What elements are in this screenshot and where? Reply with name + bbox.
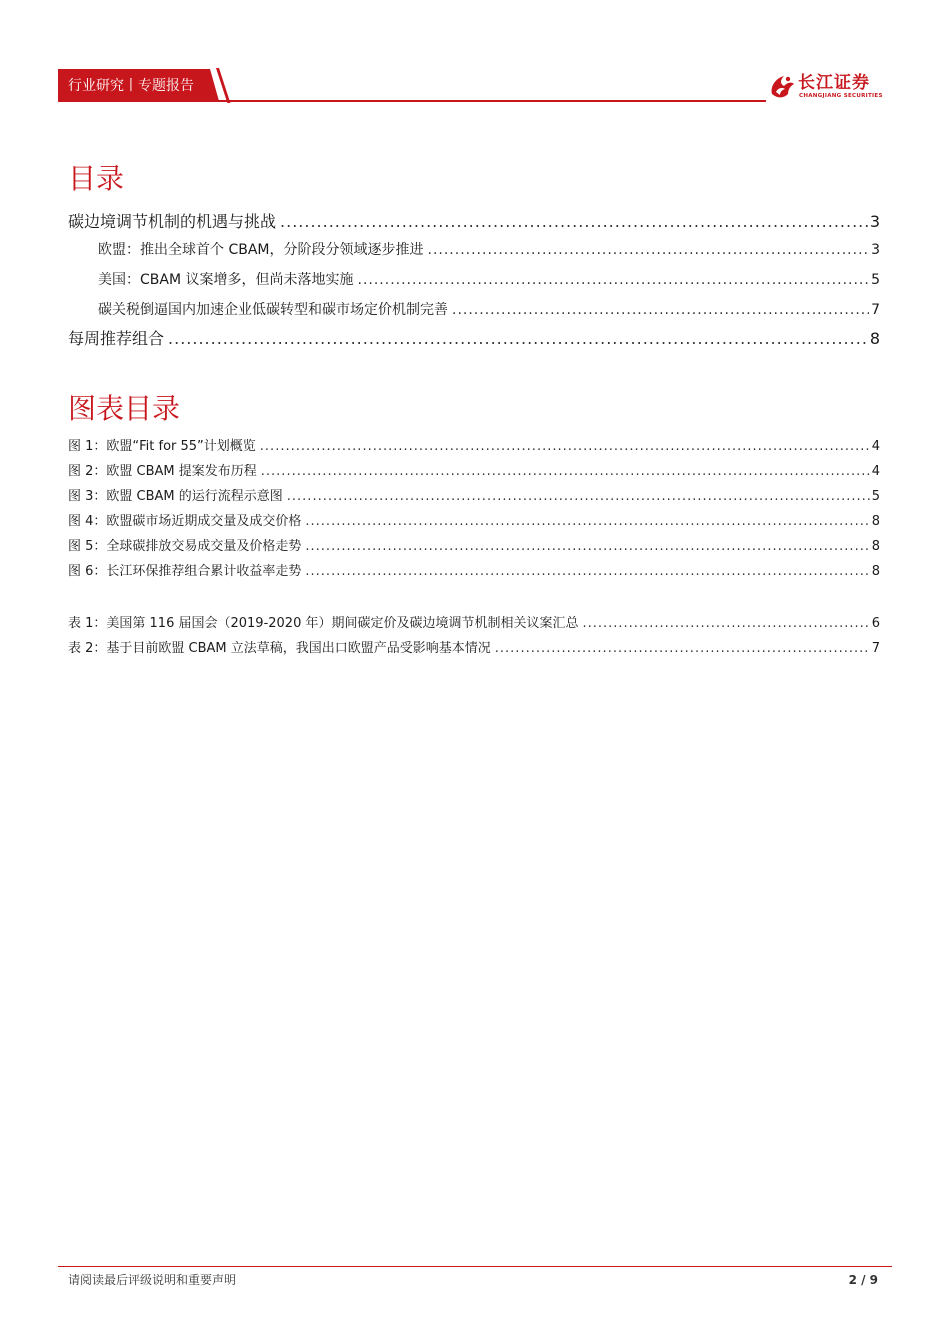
figure-entry[interactable] xyxy=(68,463,880,481)
table-entry-page: 6 xyxy=(871,616,880,631)
figure-entry[interactable] xyxy=(68,488,880,506)
header-divider-slant xyxy=(216,68,230,103)
toc-title: 目录 xyxy=(68,162,125,195)
toc-entry[interactable] xyxy=(68,211,880,233)
toc-entry-label: 美国：CBAM 议案增多，但尚未落地实施 xyxy=(98,272,354,288)
table-entry-page: 7 xyxy=(871,641,880,656)
figure-entry-label: 图 5：全球碳排放交易成交量及价格走势 xyxy=(68,539,302,554)
table-entry-label: 表 1：美国第 116 届国会（2019-2020 年）期间碳定价及碳边境调节机制相关议案汇总 xyxy=(68,616,579,631)
figure-entry-page: 4 xyxy=(871,464,880,479)
leader-dots xyxy=(305,513,869,531)
leader-dots xyxy=(305,563,869,581)
footer-disclaimer: 请阅读最后评级说明和重要声明 xyxy=(68,1273,237,1287)
figure-entry-label: 图 4：欧盟碳市场近期成交量及成交价格 xyxy=(68,514,302,529)
toc-entry-page: 3 xyxy=(869,212,880,231)
figure-entry-label: 图 3：欧盟 CBAM 的运行流程示意图 xyxy=(68,489,283,504)
figure-entry-page: 5 xyxy=(871,489,880,504)
toc-entry-label: 碳边境调节机制的机遇与挑战 xyxy=(68,212,277,231)
table-entry[interactable] xyxy=(68,640,880,658)
figure-entry[interactable] xyxy=(68,563,880,581)
toc-entry-label: 碳关税倒逼国内加速企业低碳转型和碳市场定价机制完善 xyxy=(98,302,448,318)
figure-entry[interactable] xyxy=(68,513,880,531)
toc-entry-page: 7 xyxy=(871,302,880,318)
leader-dots xyxy=(168,328,868,350)
figure-entry-page: 8 xyxy=(871,564,880,579)
footer-rule xyxy=(58,1266,892,1267)
toc-subentry[interactable] xyxy=(98,270,880,290)
leader-dots xyxy=(452,300,869,320)
leader-dots xyxy=(280,211,868,233)
phoenix-logo-icon xyxy=(768,72,796,102)
toc-entry-label: 每周推荐组合 xyxy=(68,329,165,348)
header-category: 行业研究丨专题报告 xyxy=(68,78,194,94)
figure-entry-label: 图 1：欧盟“Fit for 55”计划概览 xyxy=(68,439,256,454)
toc-entry-page: 5 xyxy=(871,272,880,288)
toc-entry-page: 3 xyxy=(871,242,880,258)
leader-dots xyxy=(260,438,870,456)
company-logo xyxy=(768,72,883,104)
table-entry-label: 表 2：基于目前欧盟 CBAM 立法草稿，我国出口欧盟产品受影响基本情况 xyxy=(68,641,491,656)
logo-chinese-name: 长江证券 xyxy=(798,73,870,93)
table-entry[interactable] xyxy=(68,615,880,633)
figure-entry-label: 图 6：长江环保推荐组合累计收益率走势 xyxy=(68,564,302,579)
toc-entry-label: 欧盟：推出全球首个 CBAM，分阶段分领域逐步推进 xyxy=(98,242,424,258)
figure-entry-page: 4 xyxy=(871,439,880,454)
figure-entry-label: 图 2：欧盟 CBAM 提案发布历程 xyxy=(68,464,257,479)
leader-dots xyxy=(287,488,870,506)
figure-entry[interactable] xyxy=(68,438,880,456)
figure-entry[interactable] xyxy=(68,538,880,556)
toc-subentry[interactable] xyxy=(98,240,880,260)
header-rule xyxy=(58,100,766,102)
toc-entry-page: 8 xyxy=(869,329,880,348)
leader-dots xyxy=(261,463,870,481)
leader-dots xyxy=(582,615,869,633)
figure-entry-page: 8 xyxy=(871,539,880,554)
leader-dots xyxy=(358,270,870,290)
page-number: 2 / 9 xyxy=(848,1273,878,1287)
toc-entry[interactable] xyxy=(68,328,880,350)
figures-toc-title: 图表目录 xyxy=(68,392,181,425)
logo-english-name: CHANGJIANG SECURITIES xyxy=(799,93,883,99)
toc-subentry[interactable] xyxy=(98,300,880,320)
figure-entry-page: 8 xyxy=(871,514,880,529)
leader-dots xyxy=(495,640,870,658)
leader-dots xyxy=(428,240,870,260)
leader-dots xyxy=(305,538,869,556)
